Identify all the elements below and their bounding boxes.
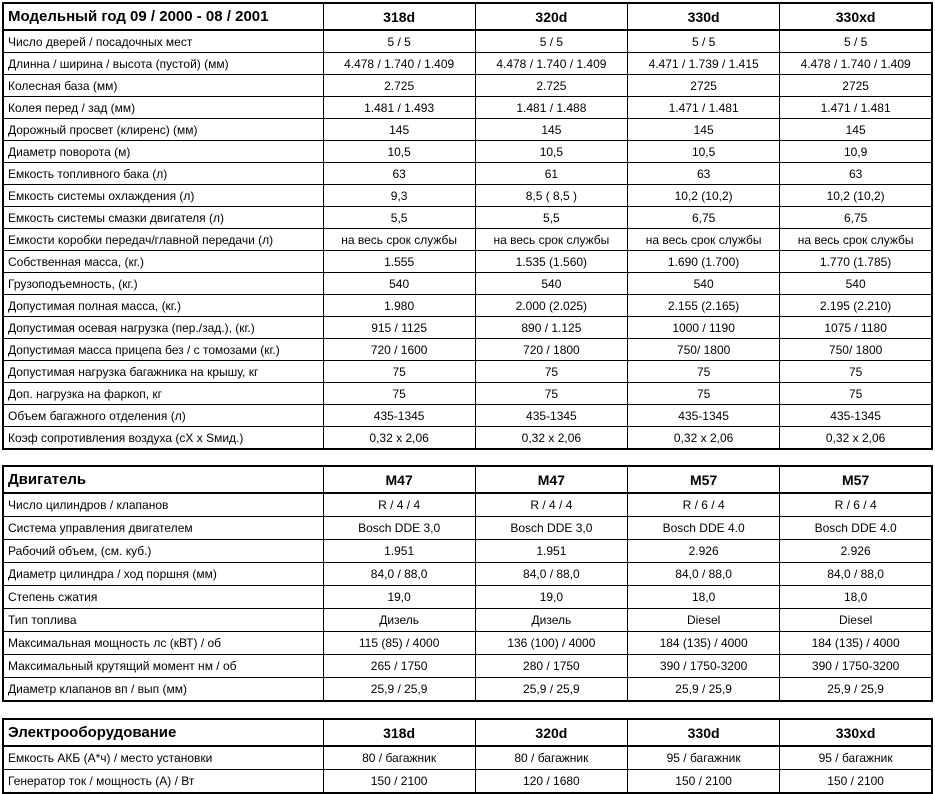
table-row: [3, 427, 932, 450]
table-row: [3, 540, 932, 563]
column-header: 330xd: [780, 3, 932, 30]
table-row: [3, 119, 932, 141]
cell-value: 435-1345: [323, 405, 475, 427]
engine-table: [2, 465, 933, 702]
column-header: M47: [475, 466, 627, 493]
cell-value: 10,5: [323, 141, 475, 163]
column-header: 330d: [628, 3, 780, 30]
row-label: Емкости коробки передач/главной передачи (л): [3, 229, 323, 251]
cell-value: 750/ 1800: [628, 339, 780, 361]
table-row: [3, 339, 932, 361]
row-label: Рабочий объем, (см. куб.): [3, 540, 323, 563]
row-label: Доп. нагрузка на фаркоп, кг: [3, 383, 323, 405]
row-label: Диаметр поворота (м): [3, 141, 323, 163]
column-header: 330d: [628, 719, 780, 746]
cell-value: 75: [323, 383, 475, 405]
row-label: Степень сжатия: [3, 586, 323, 609]
table-row: [3, 75, 932, 97]
cell-value: Diesel: [780, 609, 932, 632]
table-row: [3, 53, 932, 75]
cell-value: 435-1345: [475, 405, 627, 427]
cell-value: 150 / 2100: [323, 770, 475, 794]
cell-value: 1.555: [323, 251, 475, 273]
column-header: 320d: [475, 719, 627, 746]
cell-value: 2.725: [323, 75, 475, 97]
cell-value: 10,2 (10,2): [780, 185, 932, 207]
row-label: Колесная база (мм): [3, 75, 323, 97]
row-label: Система управления двигателем: [3, 517, 323, 540]
cell-value: 75: [323, 361, 475, 383]
table-row: [3, 361, 932, 383]
table-row: [3, 229, 932, 251]
cell-value: 1075 / 1180: [780, 317, 932, 339]
cell-value: 63: [323, 163, 475, 185]
column-header: M57: [628, 466, 780, 493]
row-label: Допустимая осевая нагрузка (пер./зад.), (кг.): [3, 317, 323, 339]
cell-value: 4.478 / 1.740 / 1.409: [475, 53, 627, 75]
cell-value: 95 / багажник: [780, 746, 932, 770]
cell-value: 1.471 / 1.481: [628, 97, 780, 119]
cell-value: 25,9 / 25,9: [475, 678, 627, 702]
cell-value: 390 / 1750-3200: [628, 655, 780, 678]
row-label: Диаметр клапанов вп / вып (мм): [3, 678, 323, 702]
cell-value: 6,75: [628, 207, 780, 229]
cell-value: 540: [323, 273, 475, 295]
cell-value: 2.000 (2.025): [475, 295, 627, 317]
cell-value: 0,32 x 2,06: [323, 427, 475, 450]
row-label: Емкость АКБ (А*ч) / место установки: [3, 746, 323, 770]
cell-value: 540: [780, 273, 932, 295]
cell-value: 75: [475, 361, 627, 383]
electrical-table: [2, 718, 933, 794]
row-label: Колея перед / зад (мм): [3, 97, 323, 119]
cell-value: 145: [323, 119, 475, 141]
cell-value: 145: [780, 119, 932, 141]
cell-value: 184 (135) / 4000: [780, 632, 932, 655]
table-row: [3, 251, 932, 273]
row-label: Число цилиндров / клапанов: [3, 493, 323, 517]
table-row: [3, 563, 932, 586]
cell-value: 265 / 1750: [323, 655, 475, 678]
cell-value: 4.478 / 1.740 / 1.409: [780, 53, 932, 75]
cell-value: 95 / багажник: [628, 746, 780, 770]
cell-value: 5 / 5: [628, 30, 780, 53]
cell-value: 5 / 5: [323, 30, 475, 53]
row-label: Число дверей / посадочных мест: [3, 30, 323, 53]
row-label: Длинна / ширина / высота (пустой) (мм): [3, 53, 323, 75]
cell-value: Дизель: [323, 609, 475, 632]
cell-value: 540: [628, 273, 780, 295]
cell-value: 0,32 x 2,06: [628, 427, 780, 450]
header-row: [3, 719, 932, 746]
cell-value: 19,0: [475, 586, 627, 609]
cell-value: 25,9 / 25,9: [780, 678, 932, 702]
cell-value: 1.481 / 1.488: [475, 97, 627, 119]
cell-value: 5,5: [475, 207, 627, 229]
row-label: Максимальная мощность лс (кВТ) / об: [3, 632, 323, 655]
cell-value: 1.951: [323, 540, 475, 563]
cell-value: 435-1345: [780, 405, 932, 427]
cell-value: 150 / 2100: [780, 770, 932, 794]
table-row: [3, 655, 932, 678]
cell-value: 61: [475, 163, 627, 185]
row-label: Диаметр цилиндра / ход поршня (мм): [3, 563, 323, 586]
cell-value: 2725: [780, 75, 932, 97]
table-row: [3, 770, 932, 794]
cell-value: Bosch DDE 4.0: [628, 517, 780, 540]
cell-value: R / 6 / 4: [628, 493, 780, 517]
header-row: [3, 466, 932, 493]
cell-value: на весь срок службы: [628, 229, 780, 251]
cell-value: 0,32 x 2,06: [475, 427, 627, 450]
row-label: Тип топлива: [3, 609, 323, 632]
cell-value: 10,2 (10,2): [628, 185, 780, 207]
cell-value: 84,0 / 88,0: [323, 563, 475, 586]
cell-value: 75: [628, 383, 780, 405]
cell-value: 2.926: [628, 540, 780, 563]
cell-value: 80 / багажник: [475, 746, 627, 770]
cell-value: 25,9 / 25,9: [628, 678, 780, 702]
table-row: [3, 383, 932, 405]
table-row: [3, 141, 932, 163]
cell-value: Дизель: [475, 609, 627, 632]
cell-value: 18,0: [780, 586, 932, 609]
cell-value: 0,32 x 2,06: [780, 427, 932, 450]
cell-value: R / 4 / 4: [323, 493, 475, 517]
cell-value: 18,0: [628, 586, 780, 609]
cell-value: 1.770 (1.785): [780, 251, 932, 273]
cell-value: на весь срок службы: [323, 229, 475, 251]
row-label: Объем багажного отделения (л): [3, 405, 323, 427]
cell-value: 390 / 1750-3200: [780, 655, 932, 678]
cell-value: 75: [628, 361, 780, 383]
cell-value: 63: [780, 163, 932, 185]
column-header: 320d: [475, 3, 627, 30]
cell-value: 1.690 (1.700): [628, 251, 780, 273]
cell-value: 145: [475, 119, 627, 141]
cell-value: 2725: [628, 75, 780, 97]
table-row: [3, 317, 932, 339]
row-label: Допустимая масса прицепа без / с томозами (кг.): [3, 339, 323, 361]
table-row: [3, 517, 932, 540]
cell-value: 750/ 1800: [780, 339, 932, 361]
column-header: M57: [780, 466, 932, 493]
cell-value: 120 / 1680: [475, 770, 627, 794]
row-label: Максимальный крутящий момент нм / об: [3, 655, 323, 678]
row-label: Грузоподъемность, (кг.): [3, 273, 323, 295]
table-row: [3, 185, 932, 207]
cell-value: 2.195 (2.210): [780, 295, 932, 317]
cell-value: 915 / 1125: [323, 317, 475, 339]
table-row: [3, 295, 932, 317]
cell-value: 4.471 / 1.739 / 1.415: [628, 53, 780, 75]
cell-value: 1.951: [475, 540, 627, 563]
row-label: Допустимая полная масса, (кг.): [3, 295, 323, 317]
cell-value: 8,5 ( 8,5 ): [475, 185, 627, 207]
table-row: [3, 97, 932, 119]
cell-value: 25,9 / 25,9: [323, 678, 475, 702]
cell-value: R / 4 / 4: [475, 493, 627, 517]
row-label: Емкость системы охлаждения (л): [3, 185, 323, 207]
section-title: Двигатель: [3, 466, 323, 493]
table-row: [3, 678, 932, 702]
cell-value: 1.535 (1.560): [475, 251, 627, 273]
cell-value: 435-1345: [628, 405, 780, 427]
cell-value: 2.155 (2.165): [628, 295, 780, 317]
cell-value: 80 / багажник: [323, 746, 475, 770]
cell-value: 75: [780, 383, 932, 405]
table-row: [3, 746, 932, 770]
row-label: Емкость топливного бака (л): [3, 163, 323, 185]
cell-value: 5 / 5: [475, 30, 627, 53]
cell-value: 10,5: [475, 141, 627, 163]
table-row: [3, 163, 932, 185]
cell-value: 184 (135) / 4000: [628, 632, 780, 655]
cell-value: 5 / 5: [780, 30, 932, 53]
cell-value: на весь срок службы: [780, 229, 932, 251]
cell-value: R / 6 / 4: [780, 493, 932, 517]
column-header: 318d: [323, 719, 475, 746]
cell-value: Diesel: [628, 609, 780, 632]
cell-value: 10,9: [780, 141, 932, 163]
cell-value: 84,0 / 88,0: [475, 563, 627, 586]
table-row: [3, 493, 932, 517]
section-title: Модельный год 09 / 2000 - 08 / 2001: [3, 3, 323, 30]
cell-value: Bosch DDE 4.0: [780, 517, 932, 540]
cell-value: 890 / 1.125: [475, 317, 627, 339]
row-label: Допустимая нагрузка багажника на крышу, кг: [3, 361, 323, 383]
row-label: Емкость системы смазки двигателя (л): [3, 207, 323, 229]
cell-value: 75: [475, 383, 627, 405]
row-label: Собственная масса, (кг.): [3, 251, 323, 273]
column-header: 330xd: [780, 719, 932, 746]
cell-value: 19,0: [323, 586, 475, 609]
table-row: [3, 586, 932, 609]
table-row: [3, 273, 932, 295]
cell-value: 75: [780, 361, 932, 383]
row-label: Генератор ток / мощность (А) / Вт: [3, 770, 323, 794]
cell-value: 150 / 2100: [628, 770, 780, 794]
cell-value: 10,5: [628, 141, 780, 163]
table-row: [3, 405, 932, 427]
cell-value: Bosch DDE 3,0: [475, 517, 627, 540]
cell-value: Bosch DDE 3,0: [323, 517, 475, 540]
cell-value: 720 / 1600: [323, 339, 475, 361]
cell-value: 6,75: [780, 207, 932, 229]
cell-value: 115 (85) / 4000: [323, 632, 475, 655]
column-header: M47: [323, 466, 475, 493]
cell-value: 9,3: [323, 185, 475, 207]
cell-value: 5,5: [323, 207, 475, 229]
cell-value: 1000 / 1190: [628, 317, 780, 339]
cell-value: 2.926: [780, 540, 932, 563]
row-label: Коэф сопротивления воздуха (cX x Sмид.): [3, 427, 323, 450]
cell-value: 1.481 / 1.493: [323, 97, 475, 119]
table-row: [3, 609, 932, 632]
section-title: Электрооборудование: [3, 719, 323, 746]
table-row: [3, 207, 932, 229]
cell-value: 4.478 / 1.740 / 1.409: [323, 53, 475, 75]
table-row: [3, 632, 932, 655]
cell-value: 540: [475, 273, 627, 295]
cell-value: 2.725: [475, 75, 627, 97]
table-row: [3, 30, 932, 53]
cell-value: на весь срок службы: [475, 229, 627, 251]
cell-value: 63: [628, 163, 780, 185]
header-row: [3, 3, 932, 30]
cell-value: 145: [628, 119, 780, 141]
cell-value: 136 (100) / 4000: [475, 632, 627, 655]
model-year-table: [2, 2, 933, 450]
cell-value: 84,0 / 88,0: [628, 563, 780, 586]
cell-value: 280 / 1750: [475, 655, 627, 678]
cell-value: 84,0 / 88,0: [780, 563, 932, 586]
column-header: 318d: [323, 3, 475, 30]
cell-value: 1.980: [323, 295, 475, 317]
cell-value: 720 / 1800: [475, 339, 627, 361]
row-label: Дорожный просвет (клиренс) (мм): [3, 119, 323, 141]
cell-value: 1.471 / 1.481: [780, 97, 932, 119]
